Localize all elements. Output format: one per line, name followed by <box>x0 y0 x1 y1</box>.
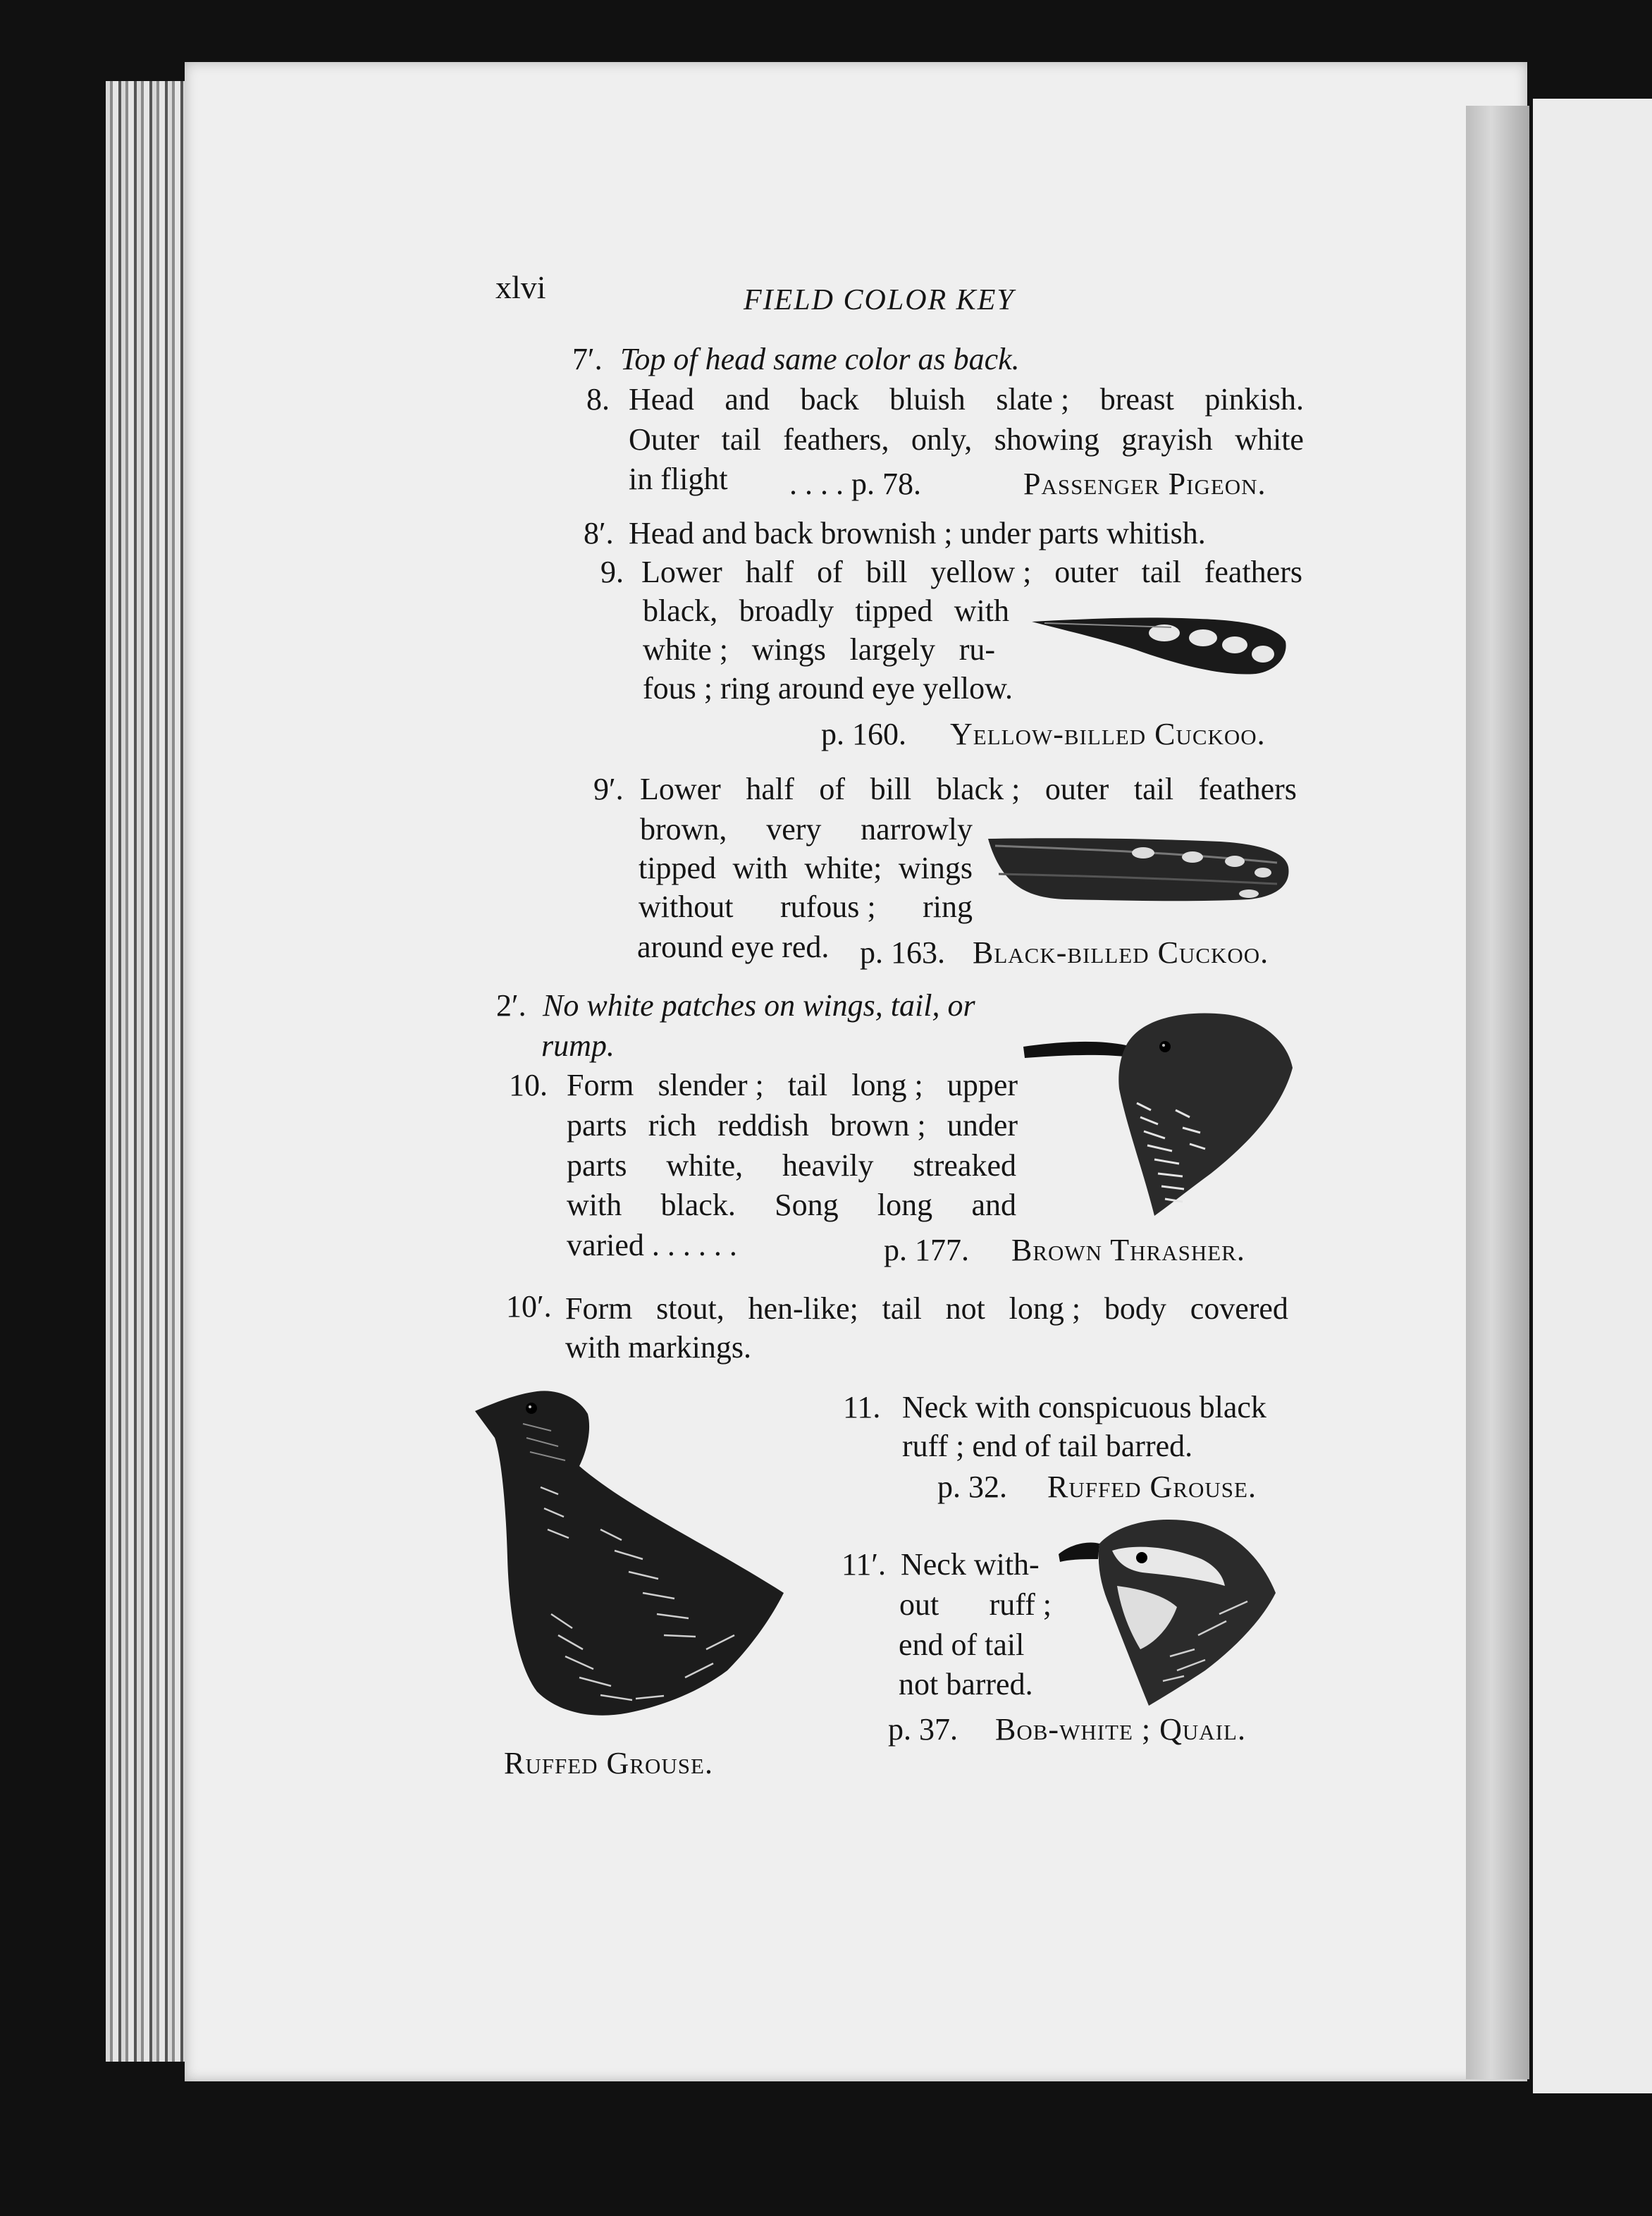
species-passenger-pigeon: Passenger Pigeon. <box>1023 467 1266 501</box>
entry-10-line5-lead: varied . . . . . . <box>567 1228 737 1262</box>
entry-11-page-ref: p. 32. <box>937 1470 1007 1504</box>
yellow-billed-cuckoo-tail-illustration <box>1030 606 1291 684</box>
entry-9p-line5: around eye red. <box>637 930 830 964</box>
entry-11-number: 11. <box>843 1390 881 1424</box>
entry-10-line4: with black. Song long and <box>567 1188 1016 1222</box>
species-brown-thrasher: Brown Thrasher. <box>1011 1233 1245 1267</box>
species-yellow-billed-cuckoo: Yellow-billed Cuckoo. <box>950 717 1266 751</box>
entry-9-line3: white ; wings largely ru- <box>643 632 995 667</box>
bob-white-quail-head-illustration <box>1057 1515 1283 1713</box>
page-gutter <box>1466 106 1529 2079</box>
entry-9-line2: black, broadly tipped with <box>643 593 1009 628</box>
entry-10p-line1: Form stout, hen-like; tail not long ; body covered <box>565 1291 1288 1326</box>
entry-11p-line4: not barred. <box>899 1667 1033 1701</box>
entry-2p-number: 2′. <box>496 988 526 1023</box>
facing-page <box>1533 99 1652 2093</box>
entry-8p-number: 8′. <box>584 516 614 550</box>
entry-11p-page-ref: p. 37. <box>888 1712 958 1747</box>
page-title: FIELD COLOR KEY <box>744 284 1015 316</box>
caption-ruffed-grouse: Ruffed Grouse. <box>504 1746 713 1780</box>
entry-10-line2: parts rich reddish brown ; under <box>567 1108 1018 1143</box>
ruffed-grouse-illustration <box>474 1381 791 1734</box>
entry-8-line2: Outer tail feathers, only, showing grayish white <box>629 422 1304 457</box>
entry-11p-number: 11′. <box>842 1547 886 1582</box>
entry-10-line1: Form slender ; tail long ; upper <box>567 1068 1018 1102</box>
entry-7p-number: 7′. <box>572 342 603 376</box>
entry-8-line3-lead: in flight <box>629 462 728 496</box>
entry-8-number: 8. <box>586 382 610 417</box>
entry-2p-line2: rump. <box>541 1028 615 1063</box>
entry-10-number: 10. <box>509 1068 548 1102</box>
entry-9-page-ref: p. 160. <box>821 717 906 751</box>
entry-10-page-ref: p. 177. <box>884 1233 969 1267</box>
entry-9p-page-ref: p. 163. <box>860 935 945 970</box>
entry-9p-line4: without rufous ; ring <box>639 890 973 924</box>
species-ruffed-grouse: Ruffed Grouse. <box>1047 1470 1257 1504</box>
entry-11p-line3: end of tail <box>899 1627 1025 1662</box>
entry-9p-number: 9′. <box>593 772 624 806</box>
brown-thrasher-head-illustration <box>1021 1004 1295 1223</box>
species-bob-white-quail: Bob-white ; Quail. <box>995 1712 1246 1747</box>
entry-10p-number: 10′. <box>506 1289 552 1324</box>
page-number: xlvi <box>495 269 546 305</box>
entry-10p-line2: with markings. <box>565 1330 751 1365</box>
book-page-edges <box>106 81 190 2062</box>
entry-8-page-ref: . . . . p. 78. <box>789 467 921 501</box>
entry-8-line1: Head and back bluish slate ; breast pinkish. <box>629 382 1304 417</box>
entry-9p-line2: brown, very narrowly <box>640 812 973 847</box>
entry-11-line1: Neck with conspicuous black <box>902 1390 1266 1424</box>
entry-9p-line1: Lower half of bill black ; outer tail feathers <box>640 772 1297 806</box>
entry-9-number: 9. <box>600 555 624 589</box>
entry-2p-line1: No white patches on wings, tail, or <box>543 988 975 1023</box>
entry-9-line1: Lower half of bill yellow ; outer tail feathers <box>641 555 1302 589</box>
entry-9-line4: fous ; ring around eye yellow. <box>643 671 1013 706</box>
entry-11p-line1: Neck with- <box>901 1547 1040 1582</box>
entry-11p-line2: out ruff ; <box>899 1587 1052 1622</box>
entry-11-line2: ruff ; end of tail barred. <box>902 1429 1193 1463</box>
entry-8p-text: Head and back brownish ; under parts whitish. <box>629 516 1206 550</box>
species-black-billed-cuckoo: Black-billed Cuckoo. <box>973 935 1269 970</box>
black-billed-cuckoo-tail-illustration <box>981 818 1295 916</box>
entry-9p-line3: tipped with white; wings <box>639 851 973 885</box>
entry-7p-text: Top of head same color as back. <box>620 342 1020 376</box>
entry-10-line3: parts white, heavily streaked <box>567 1148 1016 1183</box>
